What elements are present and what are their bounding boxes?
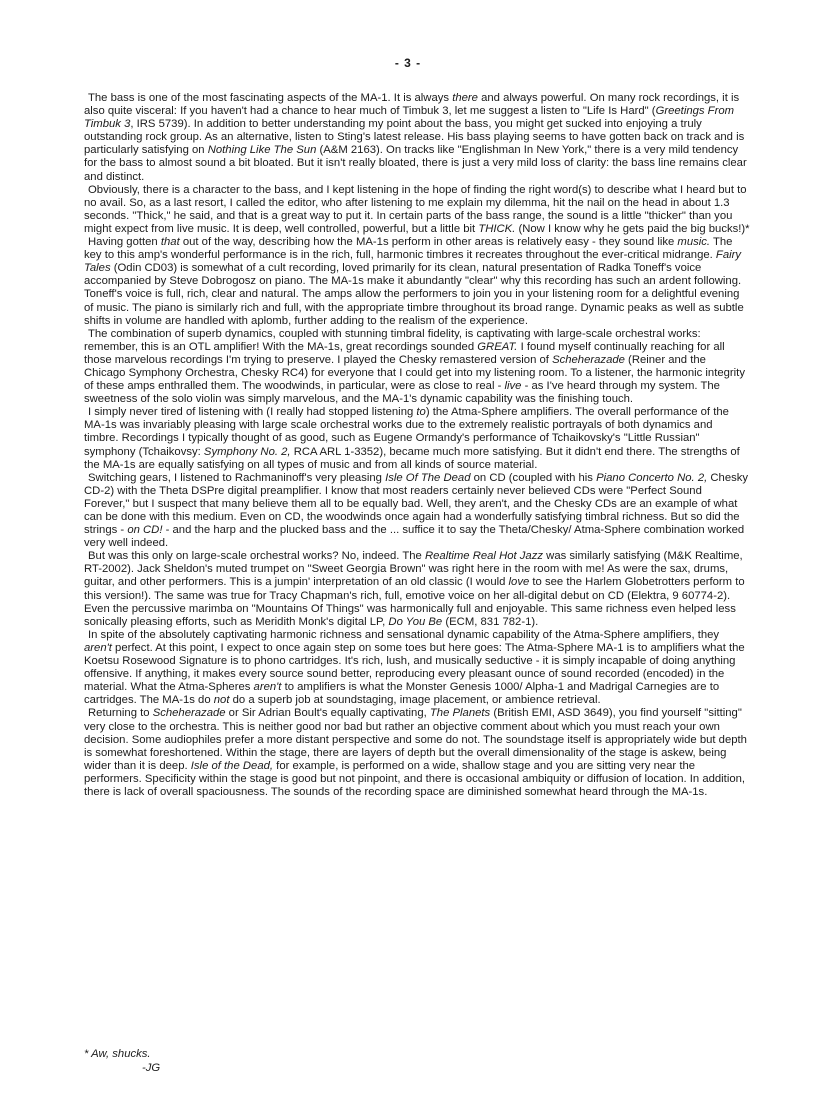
italic-title: aren't xyxy=(84,641,112,654)
text-run: The key to this amp's wonderful performance is in the rich, full, harmonic timbres it recreates throughout the ever-critical midrange. xyxy=(84,236,733,262)
text-run: (British EMI, ASD 3649), you find yourself "sitting" very close to the orchestra. This is neither good nor bad but rather an objective comment about which you must reach your own decision. Some audiophiles prefer a more distant perspective and some do not. The soundstage itself is appropriately wide but depth is somewhat foreshortened. Within the stage, there are layers of depth but the overall dimensionality of the stage is askew, being wider than it is deep. xyxy=(84,707,747,772)
text-run: , IRS 5739). In addition to better understanding my point about the bass, you might get sucked into enjoying a truly outstanding rock group. As an alternative, listen to Sting's latest release. His bass playing seems to have gotten back on track and is particularly satisfying on xyxy=(84,118,745,157)
italic-title: GREAT. xyxy=(477,340,518,353)
paragraph xyxy=(84,550,750,629)
paragraph xyxy=(84,184,750,236)
text-run: Having gotten xyxy=(88,236,161,249)
italic-title: Greetings From Timbuk 3 xyxy=(84,105,735,131)
italic-title: Isle Of The Dead xyxy=(385,471,471,484)
article-body xyxy=(84,92,750,799)
italic-title: not xyxy=(213,694,230,707)
italic-title: to xyxy=(416,406,426,419)
text-run: ) the Atma-Sphere amplifiers. The overall performance of the MA-1s was invariably pleasing with large scale orchestral works due to the extremely realistic portrayals of both dynamics and timbre. Recordings I typically thought of as good, such as Eugene Ormandy's performance of Tchaikovsky's "Little Russian" symphony (Tchaikovsy: xyxy=(84,406,729,458)
text-run: Chesky CD-2) with the Theta DSPre digital preamplifier. I know that most readers certainly never believed CDs were "Perfect Sound Forever," but I suspect that many believe them all to be equally bad. Well, they aren't, and the Chesky CDs are an example of what can be done with this medium. Even on CD, the woodwinds once again had a wonderfully satisfying timbral richness. But so did the strings - xyxy=(84,471,749,537)
text-run: The bass is one of the most fascinating aspects of the MA-1. It is always xyxy=(88,92,453,104)
text-run: The combination of superb dynamics, coupled with stunning timbral fidelity, is captivating with large-scale orchestral works: remember, this is an OTL amplifier! With the MA-1s, great recordings sounded xyxy=(84,327,701,353)
italic-title: Fairy Tales xyxy=(84,249,742,275)
italic-title: Realtime Real Hot Jazz xyxy=(424,550,544,563)
text-run: I found myself continually reaching for all those marvelous recordings I'm trying to preserve. I played the Chesky remastered version of xyxy=(84,340,725,366)
italic-title: on CD! xyxy=(127,524,163,537)
italic-title: there xyxy=(452,92,478,104)
text-run: But was this only on large-scale orchestral works? No, indeed. The xyxy=(88,550,425,563)
paragraph xyxy=(84,328,750,407)
text-run: - and the harp and the plucked bass and the ... suffice it to say the Theta/Chesky/ Atma-Sphere combination worked very well indeed. xyxy=(84,524,745,550)
text-run: on CD (coupled with his xyxy=(470,471,597,484)
paragraph xyxy=(84,707,750,799)
text-run: or Sir Adrian Boult's equally captivating, xyxy=(225,707,430,720)
italic-title: aren't xyxy=(253,681,282,694)
paragraph xyxy=(84,236,750,328)
text-run: RCA ARL 1-3352), became much more satisfying. But it didn't end there. The strengths of the MA-1s are equally satisfying on all types of music and from all kinds of source material. xyxy=(84,445,740,471)
text-run: was similarly satisfying (M&K Realtime, RT-2002). Jack Sheldon's muted trumpet on "Sweet Georgia Brown" was right here in the room with me! As were the sax, drums, guitar, and other performers. This is a jumpin' interpretation of an old classic (I would xyxy=(84,550,743,589)
italic-title: Do You Be xyxy=(388,615,443,628)
italic-title: THICK. xyxy=(478,222,516,235)
italic-title: Isle of the Dead, xyxy=(190,759,274,772)
text-run: - as I've heard through my system. The sweetness of the solo violin was simply marvelous, and the MA-1's dynamic capability was the finishing touch. xyxy=(84,380,720,406)
footnote-text: * Aw, shucks. xyxy=(84,1048,151,1060)
page-number: - 3 - xyxy=(394,56,422,70)
italic-title: Symphony No. 2, xyxy=(203,445,291,458)
paragraph xyxy=(84,406,750,471)
text-run: for example, is performed on a wide, shallow stage and you are sitting very near the performers. Specificity within the stage is good but not pinpoint, and there is occasional ambiquity or diffusion of location. In addition, there is lack of overall spaciousness. The sounds of the recording space are diminished somewhat heard through the MA-1s. xyxy=(84,759,746,798)
paragraph xyxy=(84,629,750,708)
text-run: out of the way, describing how the MA-1s perform in other areas is relatively easy - they sound like xyxy=(179,236,678,249)
italic-title: live xyxy=(504,380,522,393)
text-run: I simply never tired of listening with (I really had stopped listening xyxy=(88,406,417,419)
text-run: (Reiner and the Chicago Symphony Orchestra, Chesky RC4) for everyone that I could get into my listening room. To a listener, the harmonic integrity of these amps enthralled them. The woodwinds, in particular, were as close to real - xyxy=(84,353,745,393)
paragraph xyxy=(84,92,750,184)
text-run: In spite of the absolutely captivating harmonic richness and sensational dynamic capability of the Atma-Sphere amplifiers, they xyxy=(88,628,720,641)
text-run: perfect. At this point, I expect to once again step on some toes but here goes: The Atma-Sphere MA-1 is to amplifiers what the Koetsu Rosewood Signature is to phono cartridges. It's rich, lush, and musically seductive - it is simply incapable of doing anything offensive. If anything, it makes every source sound better, reproducing every pleasant ounce of sound recorded (encoded) in the material. What the Atma-Spheres xyxy=(84,641,745,694)
italic-title: Scheherazade xyxy=(152,707,226,720)
author-initials: -JG xyxy=(142,1062,161,1074)
text-run: Obviously, there is a character to the bass, and I kept listening in the hope of finding the right word(s) to describe what I heard but to no avail. So, as a last resort, I called the editor, who after listening to me explain my dilemma, hit the nail on the head in about 1.3 seconds. "Thick," he said, and that is a great way to put it. In certain parts of the bass range, the sound is a little "thicker" than you might expect from live music. It is deep, well controlled, powerful, but a little bit xyxy=(84,183,747,235)
italic-title: music. xyxy=(677,236,711,249)
text-run: and always powerful. On many rock recordings, it is also quite visceral: If you haven't had a chance to hear much of Timbuk 3, let me suggest a listen to "Life Is Hard" ( xyxy=(84,92,740,118)
text-run: (Odin CD03) is somewhat of a cult recording, loved primarily for its clean, natural presentation of Radka Toneff's voice accompanied by Steve Dobrogosz on piano. The MA-1s make it abundantly "clear" why this recording has such an ardent following. Toneff's voice is full, rich, clear and natural. The amps allow the performers to join you in your listening room for a delightful evening of music. The piano is similarly rich and full, with the appropriate timbre throughout its broad range. Dynamic peaks as well as subtle shifts in volume are handled with aplomb, further adding to the realism of the experience. xyxy=(84,262,744,327)
paragraph xyxy=(84,472,750,551)
footnote xyxy=(84,1047,384,1075)
text-run: (A&M 2163). On tracks like "Englishman In New York," there is a very mild tendency for the bass to almost sound a bit bloated. But it isn't really bloated, there is just a very mild loss of clarity: the bass line remains clear and distinct. xyxy=(84,144,747,183)
text-run: (ECM, 831 782-1). xyxy=(442,615,539,628)
text-run: Switching gears, I listened to Rachmaninoff's very pleasing xyxy=(88,471,386,484)
italic-title: Scheherazade xyxy=(552,353,625,366)
text-run: (Now I know why he gets paid the big bucks!)* xyxy=(515,222,750,235)
italic-title: Nothing Like The Sun xyxy=(207,144,317,157)
text-run: do a superb job at soundstaging, image placement, or ambience retrieval. xyxy=(229,694,601,707)
text-run: to see the Harlem Globetrotters perform to this version!). The same was true for Tracy Chapman's rich, full, emotive voice on her all-digital debut on CD (Elektra, 9 60774-2). Even the percussive marimba on "Mountains Of Things" was harmonically full and enjoyable. This same richness even helped less sonically pleasing efforts, such as Meridith Monk's digital LP, xyxy=(84,576,745,628)
italic-title: The Planets xyxy=(429,707,491,720)
text-run: to amplifiers is what the Monster Genesis 1000/ Alpha-1 and Madrigal Carnegies are to cartridges. The MA-1s do xyxy=(84,681,720,707)
italic-title: Piano Concerto No. 2, xyxy=(596,471,708,484)
italic-title: love xyxy=(508,576,530,589)
italic-title: that xyxy=(160,236,180,249)
text-run: Returning to xyxy=(88,707,153,720)
